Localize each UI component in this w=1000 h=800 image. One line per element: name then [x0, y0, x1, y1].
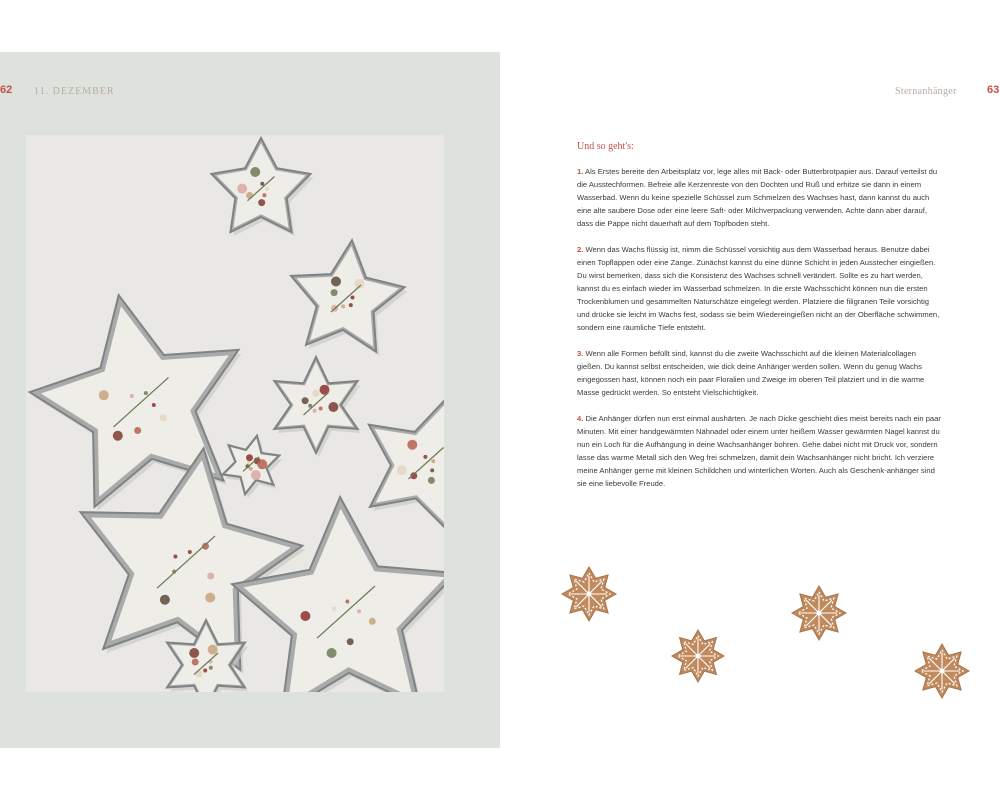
step-4-number: 4.	[577, 414, 584, 423]
step-3-number: 3.	[577, 349, 584, 358]
step-4-text: Die Anhänger dürfen nun erst einmal aushärten. Je nach Dicke geschieht dies meist bereits nach ein paar Minuten. Mit einer handgewärmten Nähnadel oder einem unter heißem Wasser gewärmten Nagel kannst du nun ein Loch für die Aufhängung in deine Wachsanhänger bohren. Gehe dabei nicht mit Druck vor, sondern lasse das warme Metall sich den Weg frei schmelzen, damit dein Wachsanhänger nicht bricht. Ich verziere meine Anhänger gerne mit kleinen Schildchen und winterlichen Worten. Auch als Geschenk-anhänger sind sie eine liebevolle Freude.	[577, 414, 941, 488]
gingerbread-star-cookie-icon	[913, 642, 971, 700]
instructions-heading: Und so geht's:	[577, 141, 634, 152]
step-1	[577, 165, 943, 230]
gingerbread-star-cookie-icon	[790, 584, 848, 642]
photo-illustration	[26, 135, 444, 692]
gingerbread-star-cookie-icon	[560, 565, 618, 623]
left-page-number: 62	[0, 84, 13, 96]
step-2	[577, 243, 943, 334]
star-cookie-cutters-photo	[26, 135, 444, 692]
gingerbread-star-cookie-icon	[670, 628, 726, 684]
step-1-number: 1.	[577, 167, 584, 176]
step-2-number: 2.	[577, 245, 584, 254]
step-3	[577, 347, 943, 399]
left-running-title: 11. DEZEMBER	[34, 86, 115, 97]
step-1-text: Als Erstes bereite den Arbeitsplatz vor, lege alles mit Back- oder Butterbrotpapier aus. Darauf verteilst du die Ausstechformen. Befreie alle Kerzenreste von den Dochten und Ruß und erhitze sie dann in einem Wasserbad. Wenn du keine spezielle Schüssel zum Schmelzen des Wachses hast, dann kannst du auch eine alte saubere Dose oder eine leere Saft- oder Milchverpackung verwenden. Achte dann aber darauf, dass die Pappe nicht dauerhaft auf dem Topfboden steht.	[577, 167, 938, 228]
step-4	[577, 412, 943, 490]
right-page-number: 63	[987, 84, 1000, 96]
step-2-text: Wenn das Wachs flüssig ist, nimm die Schüssel vorsichtig aus dem Wasserbad heraus. Benutze dabei einen Topflappen oder eine Zange. Zunächst kannst du eine dünne Schicht in jeden Ausstecher eingießen. Du wirst bemerken, dass sich die Konsistenz des Wachses schnell verändert. Sollte es zu hart werden, kannst du es einfach wieder im Wasserbad schmelzen. In die erste Wachsschicht können nun die ersten Trockenblumen und gesammelten Naturschätze eingelegt werden. Platziere die filigranen Teile vorsichtig und drücke sie leicht im Wachs fest, sodass sie beim Wiedereingießen nicht an der Oberfläche schwimmen, sondern eine räumliche Tiefe entsteht.	[577, 245, 940, 332]
right-running-title: Sternanhänger	[895, 86, 957, 97]
step-3-text: Wenn alle Formen befüllt sind, kannst du die zweite Wachsschicht auf die kleinen Materialcollagen gießen. Du kannst selbst entscheiden, wie dick deine Anhänger werden sollen. Wenn du genug Wachs eingegossen hast, können noch ein paar Floralien und Zweige im oberen Teil platziert und in die warme Masse gedrückt werden. So entsteht Vielschichtigkeit.	[577, 349, 925, 397]
instructions	[577, 140, 943, 503]
